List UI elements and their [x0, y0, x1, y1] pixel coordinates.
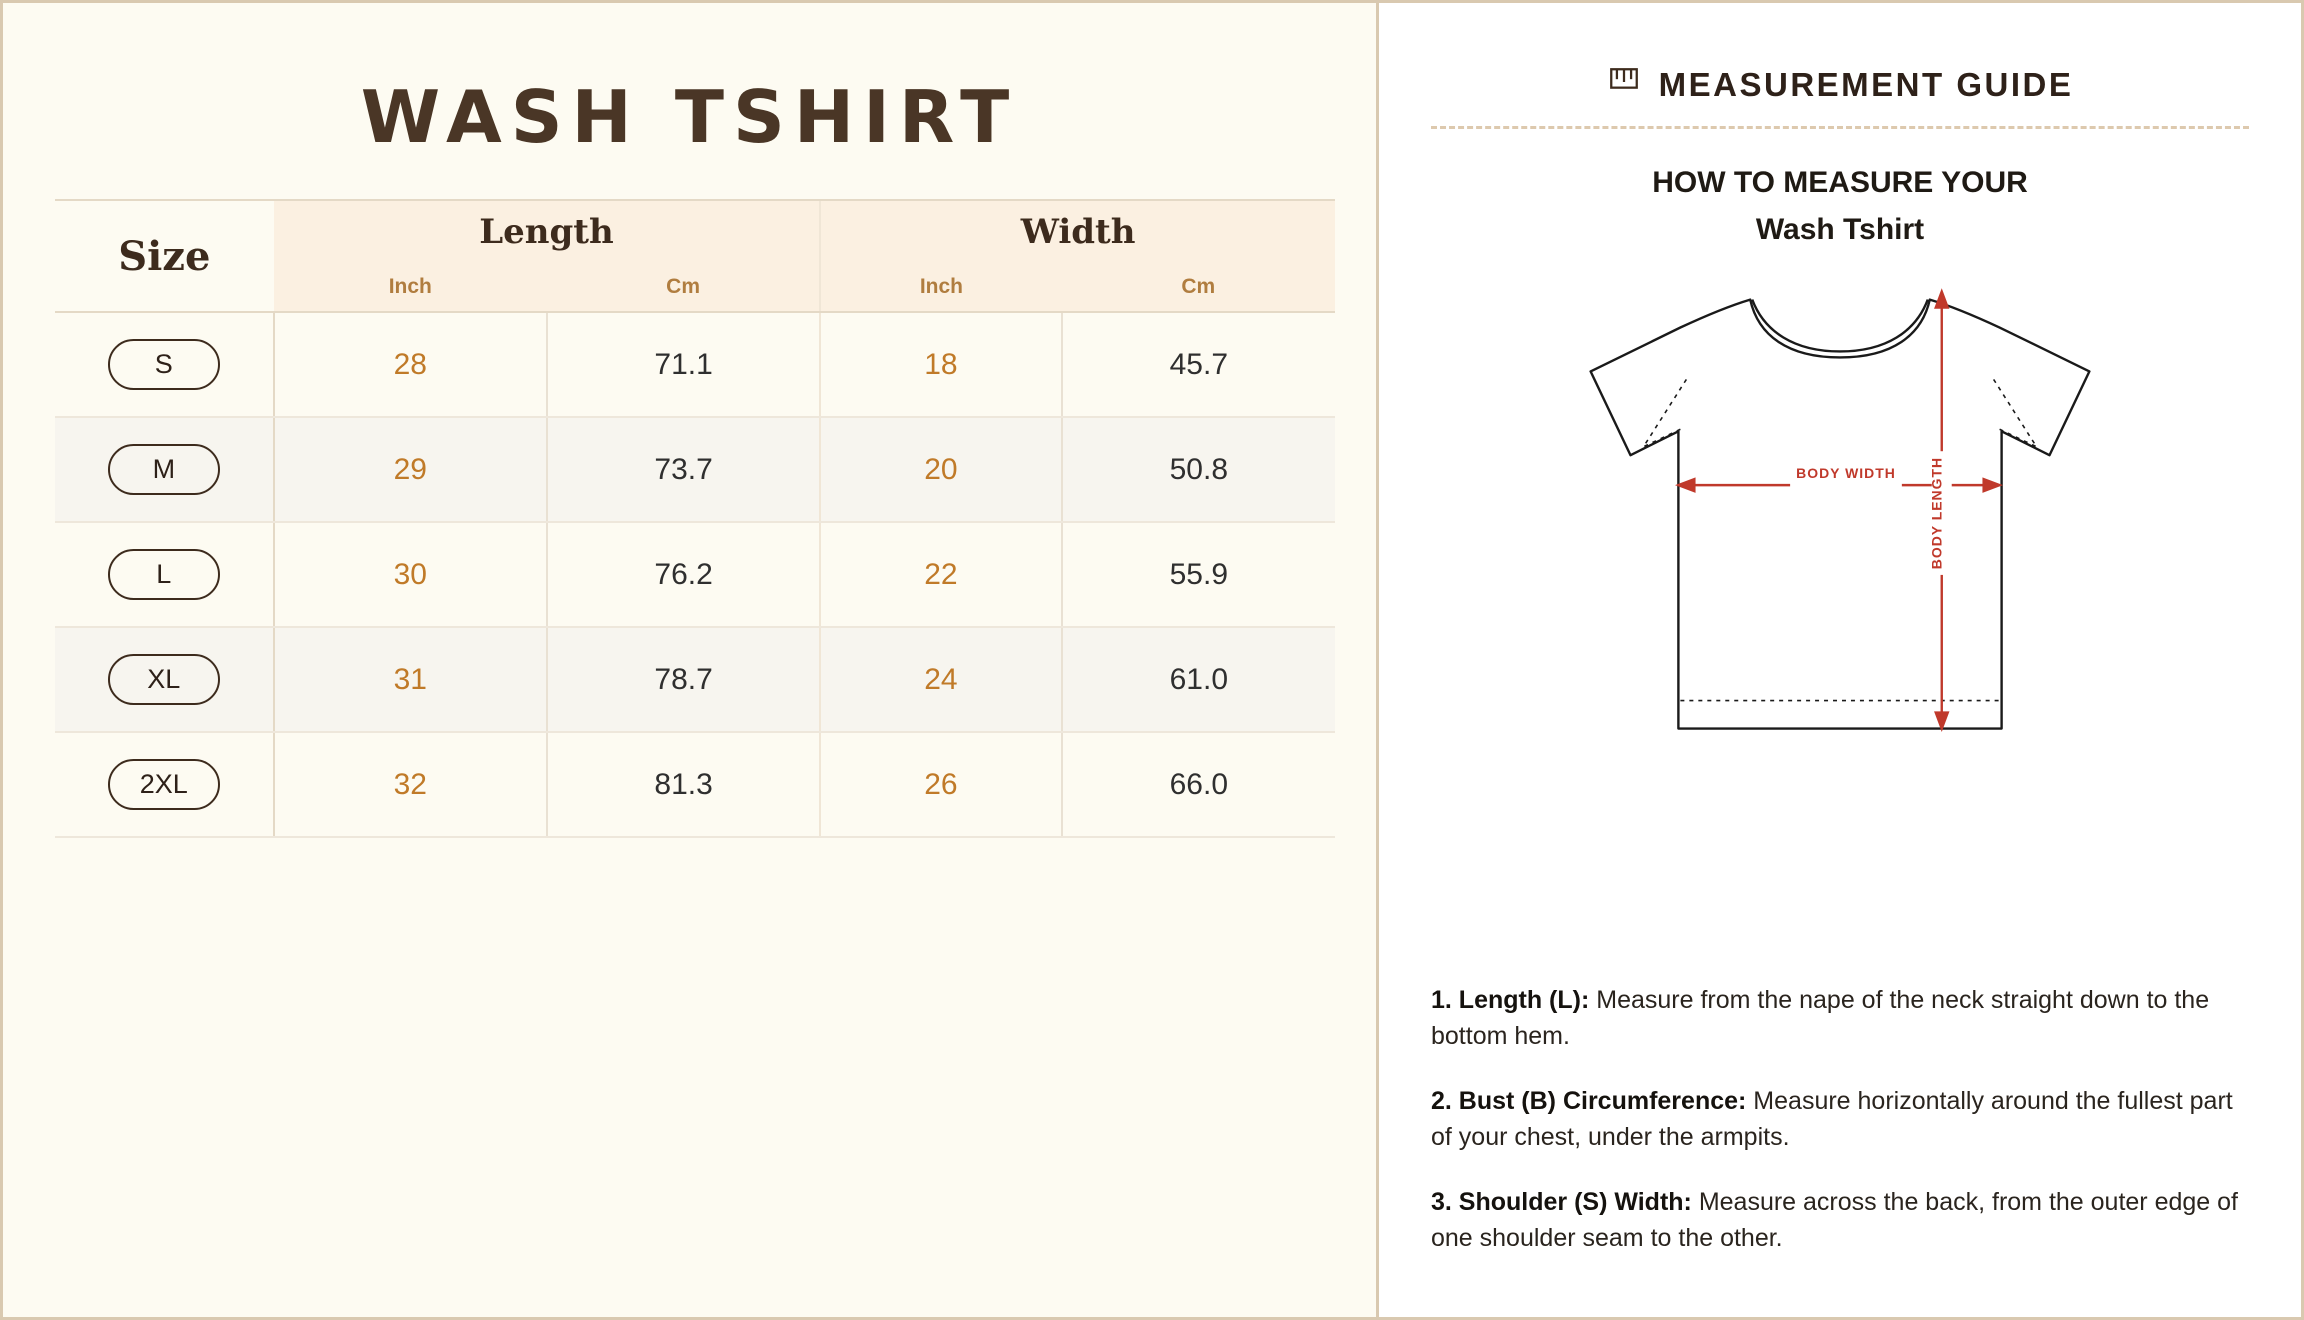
cell-width-inch: 26	[820, 732, 1061, 837]
ruler-icon	[1607, 65, 1641, 104]
cell-width-cm: 55.9	[1062, 522, 1335, 627]
cell-width-cm: 50.8	[1062, 417, 1335, 522]
header-size: Size	[55, 200, 274, 312]
row-size-cell	[55, 312, 274, 417]
note-shoulder	[1431, 1185, 2249, 1256]
cell-length-inch: 29	[274, 417, 547, 522]
how-to-measure-heading	[1431, 163, 2249, 249]
size-badge: 2XL	[108, 759, 220, 810]
table-row	[55, 417, 1335, 522]
cell-width-inch: 20	[820, 417, 1061, 522]
how-to-line2: Wash Tshirt	[1755, 213, 1925, 246]
cell-length-cm: 81.3	[547, 732, 820, 837]
table-row	[55, 522, 1335, 627]
note-length-title: 1. Length (L):	[1431, 986, 1590, 1014]
note-bust-text: Measure horizontally around the fullest part of your chest, under the armpits.	[1431, 1087, 2233, 1151]
table-header-groups	[55, 200, 1335, 263]
cell-length-cm: 76.2	[547, 522, 820, 627]
left-panel	[3, 3, 1379, 1317]
cell-width-inch: 18	[820, 312, 1061, 417]
measurement-guide-header	[1431, 65, 2249, 104]
note-shoulder-text: Measure across the back, from the outer edge of one shoulder seam to the other.	[1431, 1188, 2238, 1252]
cell-length-inch: 28	[274, 312, 547, 417]
size-table	[55, 199, 1335, 838]
header-length-cm: Cm	[547, 263, 820, 312]
table-row	[55, 627, 1335, 732]
note-bust-title: 2. Bust (B) Circumference:	[1431, 1087, 1747, 1115]
guide-title: MEASUREMENT GUIDE	[1658, 65, 2074, 103]
size-badge: S	[108, 339, 220, 390]
body-length-label: BODY LENGTH	[1928, 456, 1945, 570]
row-size-cell	[55, 732, 274, 837]
cell-width-inch: 22	[820, 522, 1061, 627]
size-badge: M	[108, 444, 220, 495]
cell-length-cm: 78.7	[547, 627, 820, 732]
cell-length-inch: 32	[274, 732, 547, 837]
header-width-inch: Inch	[820, 263, 1061, 312]
divider	[1431, 126, 2249, 129]
header-length-inch: Inch	[274, 263, 547, 312]
right-panel	[1379, 3, 2301, 1317]
cell-length-cm: 73.7	[547, 417, 820, 522]
header-group-length: Length	[274, 200, 821, 263]
body-width-label: BODY WIDTH	[1796, 465, 1896, 482]
tshirt-svg	[1431, 259, 2249, 819]
header-group-width: Width	[820, 200, 1335, 263]
cell-width-cm: 61.0	[1062, 627, 1335, 732]
page-title: WASH TSHIRT	[360, 75, 1019, 159]
row-size-cell	[55, 522, 274, 627]
note-shoulder-title: 3. Shoulder (S) Width:	[1431, 1188, 1692, 1216]
header-width-cm: Cm	[1062, 263, 1335, 312]
size-badge: L	[108, 549, 220, 600]
table-row	[55, 312, 1335, 417]
note-length	[1431, 983, 2249, 1054]
cell-width-cm: 45.7	[1062, 312, 1335, 417]
size-badge: XL	[108, 654, 220, 705]
cell-width-cm: 66.0	[1062, 732, 1335, 837]
size-table-container	[55, 199, 1335, 838]
cell-length-cm: 71.1	[547, 312, 820, 417]
note-bust	[1431, 1084, 2249, 1155]
row-size-cell	[55, 627, 274, 732]
cell-width-inch: 24	[820, 627, 1061, 732]
cell-length-inch: 31	[274, 627, 547, 732]
measurement-notes	[1431, 983, 2249, 1286]
note-length-text: Measure from the nape of the neck straight down to the bottom hem.	[1431, 986, 2210, 1050]
row-size-cell	[55, 417, 274, 522]
how-to-line1: HOW TO MEASURE YOUR	[1652, 166, 2028, 199]
tshirt-diagram	[1431, 259, 2249, 819]
cell-length-inch: 30	[274, 522, 547, 627]
table-row	[55, 732, 1335, 837]
